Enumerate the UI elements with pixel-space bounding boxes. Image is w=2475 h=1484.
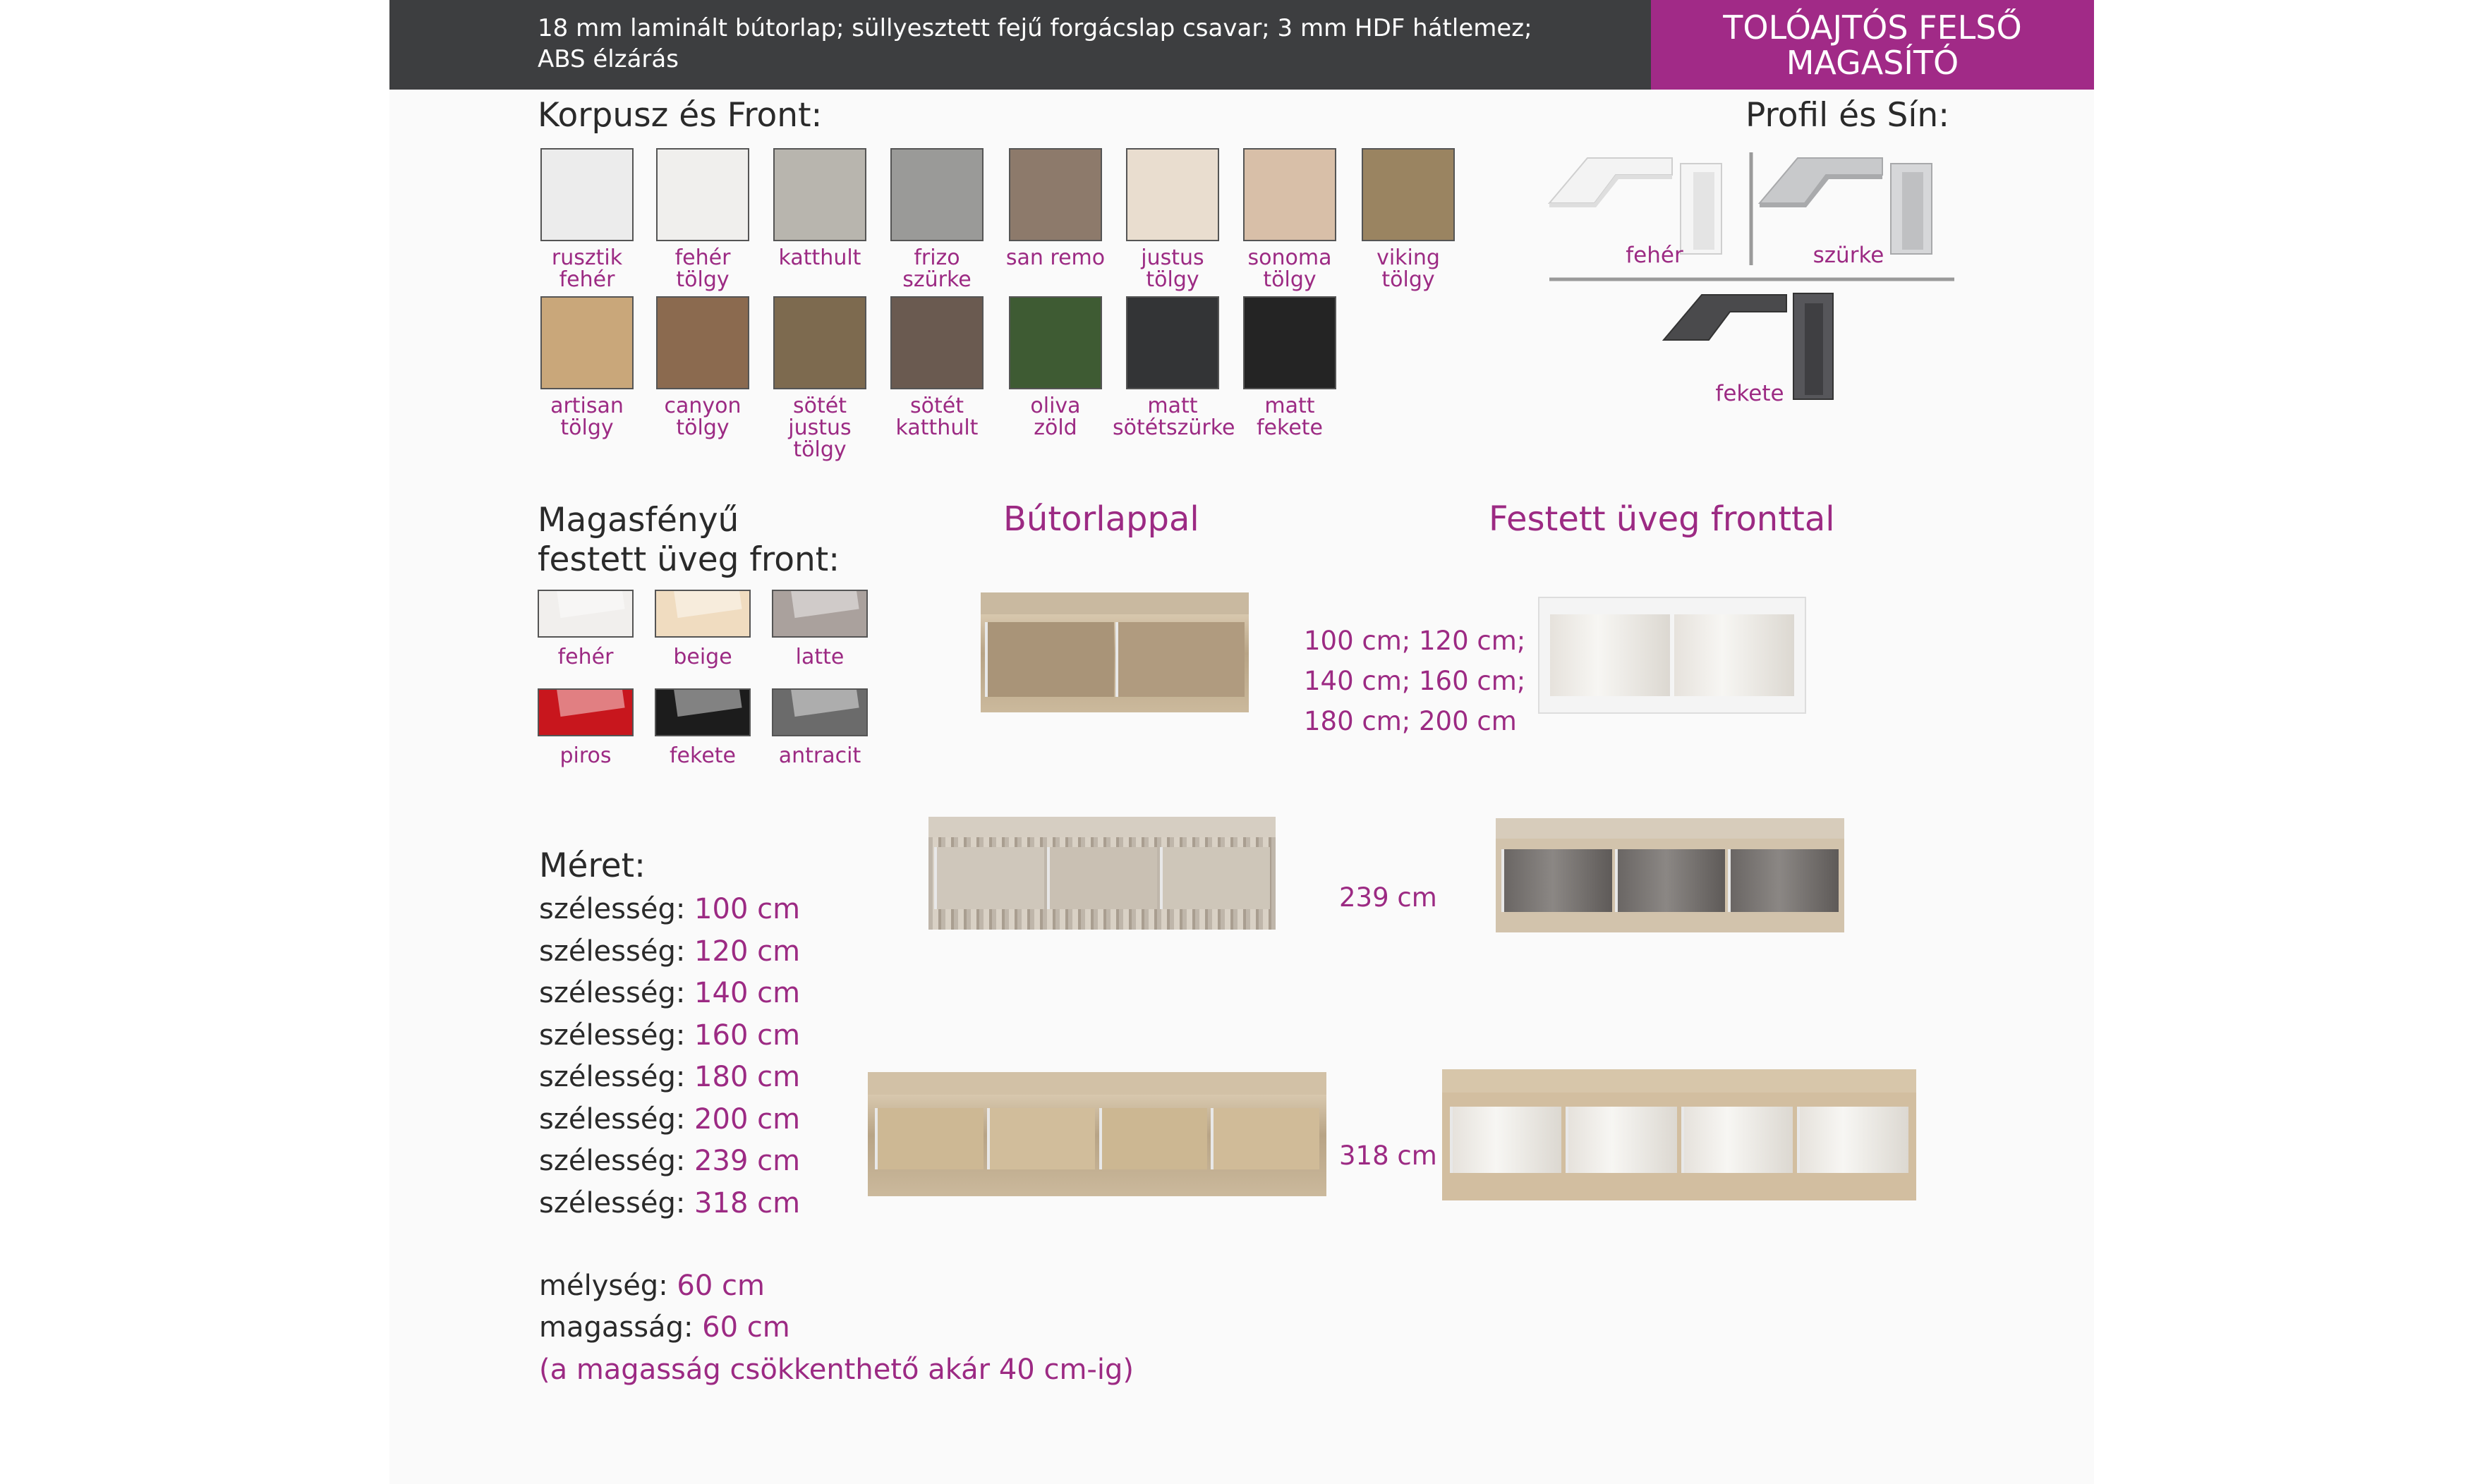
width-value: 239 cm — [694, 1145, 801, 1177]
korpusz-swatch-label-line1: oliva — [1030, 394, 1081, 418]
korpusz-swatch-label-line2: szürke — [902, 267, 972, 292]
width-row — [539, 889, 800, 931]
profil-white-icon — [1549, 158, 1721, 254]
korpusz-swatch-label-line1: frizo — [914, 245, 960, 270]
glass-swatch-label: beige — [673, 645, 732, 669]
korpusz-swatch-label — [760, 395, 880, 461]
korpusz-swatch-label — [760, 247, 880, 269]
korpusz-swatch-label — [877, 395, 997, 439]
profil-label-szurke: szürke — [1813, 243, 1884, 268]
korpusz-swatch — [656, 148, 749, 241]
korpusz-swatch-label — [996, 247, 1115, 269]
width-row — [539, 1183, 800, 1225]
korpusz-swatch-label-line1: viking — [1376, 245, 1440, 270]
header-title-line1: TOLÓAJTÓS FELSŐ — [1723, 8, 2022, 47]
width-list — [539, 889, 800, 1224]
cabinet-glass-white-4-door — [1442, 1069, 1916, 1200]
korpusz-swatch-label-line2: tölgy — [1146, 267, 1199, 292]
width-label: szélesség: — [539, 935, 686, 968]
size-318-label: 318 cm — [1339, 1141, 1437, 1171]
glass-heading-line2: festett üveg front: — [538, 540, 840, 579]
korpusz-swatch-label — [1348, 247, 1468, 291]
korpusz-swatch-label-line2: tölgy — [1381, 267, 1435, 292]
width-value: 180 cm — [694, 1061, 801, 1093]
width-value: 160 cm — [694, 1018, 801, 1052]
korpusz-swatch-label-line1: san remo — [1005, 245, 1106, 270]
size-239-label: 239 cm — [1339, 882, 1437, 913]
width-value: 140 cm — [694, 977, 801, 1009]
korpusz-swatch-label-line1: artisan — [550, 394, 624, 418]
korpusz-swatch-label-line1: fehér — [674, 245, 731, 270]
height-value: 60 cm — [702, 1311, 790, 1344]
cabinet-glass-white-2-door — [1538, 597, 1806, 714]
korpusz-swatch-label-line1: katthult — [778, 245, 861, 270]
glass-swatch-label: antracit — [778, 743, 861, 768]
width-label: szélesség: — [539, 1186, 686, 1220]
profil-label-feher: fehér — [1626, 243, 1683, 268]
glass-swatch-label: piros — [559, 743, 612, 768]
glass-heading-line1: Magasfényű — [538, 501, 739, 540]
sizes-line1: 100 cm; 120 cm; — [1304, 626, 1526, 656]
glass-heading — [538, 501, 840, 580]
glass-swatch — [538, 688, 634, 736]
cabinet-glass-dark-3-door — [1496, 818, 1844, 932]
korpusz-swatch-label-line2: tölgy — [676, 415, 730, 440]
cabinet-wood-3-door — [928, 817, 1276, 930]
korpusz-swatch — [890, 296, 984, 389]
korpusz-swatch-label-line1: sötét — [793, 394, 847, 418]
width-label: szélesség: — [539, 1018, 686, 1052]
cabinet-wood-2-door — [981, 592, 1249, 712]
korpusz-swatch — [1362, 148, 1455, 241]
korpusz-swatch-label — [1230, 395, 1350, 439]
korpusz-swatch — [540, 148, 634, 241]
profil-heading: Profil és Sín: — [1745, 96, 1950, 135]
korpusz-swatch-label — [527, 247, 647, 291]
profil-label-fekete: fekete — [1715, 381, 1784, 406]
korpusz-heading: Korpusz és Front: — [538, 96, 823, 135]
korpusz-swatch-label-line1: matt — [1147, 394, 1198, 418]
width-row — [539, 1015, 800, 1057]
width-label: szélesség: — [539, 977, 686, 1009]
korpusz-swatch-label — [877, 247, 997, 291]
korpusz-swatch-label-line2: tölgy — [676, 267, 730, 292]
korpusz-swatch-label — [1113, 247, 1233, 291]
korpusz-swatch — [1126, 148, 1219, 241]
depth-value: 60 cm — [677, 1270, 765, 1302]
korpusz-swatch — [1009, 148, 1102, 241]
korpusz-swatch-label-line2: tölgy — [1263, 267, 1317, 292]
korpusz-swatch-label — [996, 395, 1115, 439]
width-row — [539, 1141, 800, 1183]
korpusz-swatch-label-line1: justus — [1141, 245, 1204, 270]
glass-swatch — [655, 590, 751, 638]
glass-swatch-label: fehér — [557, 645, 614, 669]
korpusz-swatch-label-line2: sötétszürke — [1113, 415, 1235, 440]
korpusz-swatch — [773, 296, 866, 389]
korpusz-swatch-label-line1: sonoma — [1247, 245, 1332, 270]
width-value: 100 cm — [694, 893, 801, 925]
korpusz-swatch-label-line1: sötét — [910, 394, 964, 418]
cabinet-wood-4-door — [868, 1072, 1326, 1196]
width-label: szélesség: — [539, 893, 686, 925]
header-description — [538, 13, 1638, 75]
glass-swatch-label: fekete — [670, 743, 736, 768]
sizes-list — [1304, 621, 1525, 741]
korpusz-swatch-label-line2: fekete — [1257, 415, 1323, 440]
glass-swatch — [772, 590, 868, 638]
glass-swatch-label: latte — [795, 645, 845, 669]
korpusz-swatch — [656, 296, 749, 389]
korpusz-swatch — [1126, 296, 1219, 389]
korpusz-swatch-label-line2: zöld — [1034, 415, 1077, 440]
height-label: magasság: — [539, 1311, 694, 1344]
header-description-line2: ABS élzárás — [538, 45, 679, 73]
butorlap-heading: Bútorlappal — [1003, 499, 1199, 539]
korpusz-swatch-label — [1113, 395, 1233, 439]
korpusz-swatch-label-line1: canyon — [664, 394, 742, 418]
korpusz-swatch-label — [643, 395, 763, 439]
korpusz-swatch-label-line2: justus tölgy — [788, 415, 852, 462]
width-row — [539, 973, 800, 1015]
meret-heading: Méret: — [539, 846, 646, 885]
width-value: 120 cm — [694, 935, 801, 968]
width-row — [539, 931, 800, 973]
width-row — [539, 1099, 800, 1141]
header-description-line1: 18 mm laminált bútorlap; süllyesztett fejű forgácslap csavar; 3 mm HDF hátlemez; — [538, 14, 1532, 42]
depth-row — [539, 1265, 765, 1308]
korpusz-swatch-label — [527, 395, 647, 439]
korpusz-swatch-label-line1: matt — [1264, 394, 1315, 418]
width-label: szélesség: — [539, 1102, 686, 1136]
glass-swatch — [538, 590, 634, 638]
sizes-line3: 180 cm; 200 cm — [1304, 706, 1517, 736]
header-title-line2: MAGASÍTÓ — [1786, 43, 1959, 82]
depth-label: mélység: — [539, 1270, 668, 1302]
korpusz-swatch — [773, 148, 866, 241]
korpusz-swatch-label-line1: rusztik — [551, 245, 623, 270]
sizes-line2: 140 cm; 160 cm; — [1304, 666, 1526, 696]
korpusz-swatch-label-line2: katthult — [895, 415, 979, 440]
korpusz-swatch — [540, 296, 634, 389]
korpusz-swatch — [890, 148, 984, 241]
glass-swatch — [655, 688, 751, 736]
height-row — [539, 1307, 790, 1349]
korpusz-swatch-label-line2: fehér — [559, 267, 615, 292]
korpusz-swatch-label — [1230, 247, 1350, 291]
width-value: 200 cm — [694, 1102, 801, 1136]
width-value: 318 cm — [694, 1186, 801, 1220]
glass-swatch — [772, 688, 868, 736]
width-row — [539, 1057, 800, 1099]
width-label: szélesség: — [539, 1145, 686, 1177]
profil-grey-icon — [1760, 158, 1932, 254]
korpusz-swatch — [1243, 296, 1336, 389]
header-title-box — [1651, 0, 2094, 90]
korpusz-swatch — [1009, 296, 1102, 389]
korpusz-swatch-label — [643, 247, 763, 291]
korpusz-swatch-label-line2: tölgy — [560, 415, 614, 440]
uveg-heading: Festett üveg fronttal — [1489, 499, 1835, 539]
height-note: (a magasság csökkenthető akár 40 cm-ig) — [539, 1354, 1134, 1386]
korpusz-swatch — [1243, 148, 1336, 241]
width-label: szélesség: — [539, 1061, 686, 1093]
